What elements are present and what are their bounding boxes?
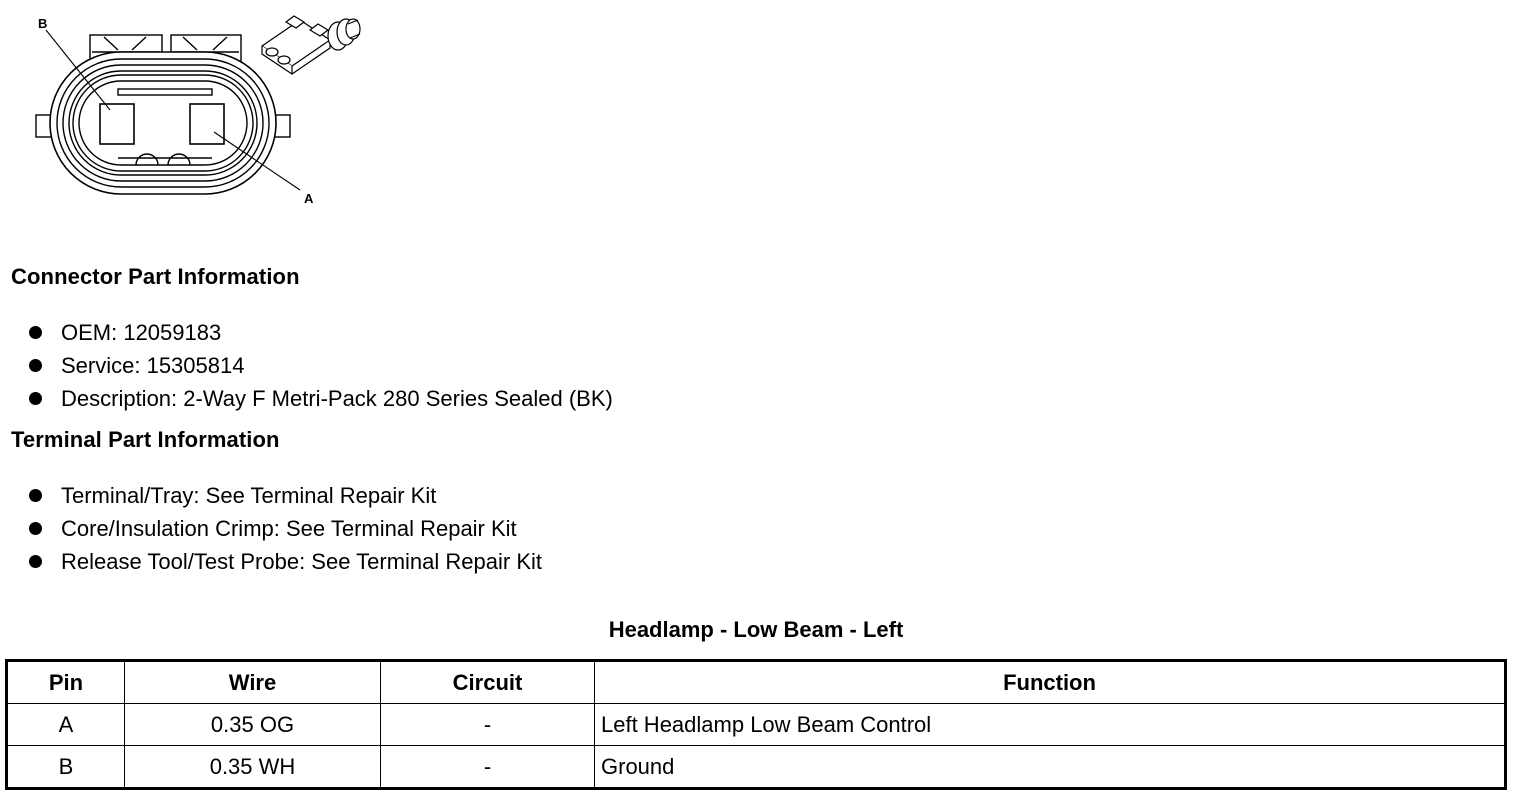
cell-function: Ground [595, 746, 1506, 789]
list-item [0, 384, 613, 417]
header-circuit: Circuit [381, 661, 595, 704]
bullet-icon [29, 392, 42, 405]
connector-isometric-icon [262, 16, 360, 74]
label-a: A [304, 191, 314, 206]
header-function: Function [595, 661, 1506, 704]
list-item [0, 514, 542, 547]
connector-part-heading: Connector Part Information [11, 264, 300, 289]
cell-wire: 0.35 WH [125, 746, 381, 789]
connector-diagram [0, 0, 380, 215]
cavity-b [100, 104, 134, 144]
bullet-icon [29, 326, 42, 339]
list-item [0, 318, 613, 351]
list-item-text: Core/Insulation Crimp: See Terminal Repair Kit [61, 516, 517, 541]
cell-function: Left Headlamp Low Beam Control [595, 704, 1506, 746]
cell-pin: B [7, 746, 125, 789]
list-item-text: Description: 2-Way F Metri-Pack 280 Series Sealed (BK) [61, 386, 613, 411]
cell-circuit: - [381, 704, 595, 746]
connector-part-list [0, 318, 613, 417]
bullet-icon [29, 522, 42, 535]
table-header-row [7, 661, 1506, 704]
terminal-part-heading: Terminal Part Information [11, 427, 280, 452]
list-item-text: Service: 15305814 [61, 353, 245, 378]
bullet-icon [29, 359, 42, 372]
header-wire: Wire [125, 661, 381, 704]
bullet-icon [29, 489, 42, 502]
bullet-icon [29, 555, 42, 568]
cell-wire: 0.35 OG [125, 704, 381, 746]
terminal-part-list [0, 481, 542, 580]
list-item-text: Terminal/Tray: See Terminal Repair Kit [61, 483, 437, 508]
pin-table [5, 659, 1507, 790]
header-pin: Pin [7, 661, 125, 704]
connector-body-outer [50, 52, 276, 194]
list-item-text: OEM: 12059183 [61, 320, 222, 345]
label-b: B [38, 16, 48, 31]
list-item-text: Release Tool/Test Probe: See Terminal Repair Kit [61, 549, 542, 574]
list-item [0, 351, 613, 384]
cell-pin: A [7, 704, 125, 746]
table-title: Headlamp - Low Beam - Left [608, 617, 904, 642]
cell-circuit: - [381, 746, 595, 789]
cavity-a [190, 104, 224, 144]
list-item [0, 547, 542, 580]
table-row [7, 704, 1506, 746]
table-row [7, 746, 1506, 789]
list-item [0, 481, 542, 514]
